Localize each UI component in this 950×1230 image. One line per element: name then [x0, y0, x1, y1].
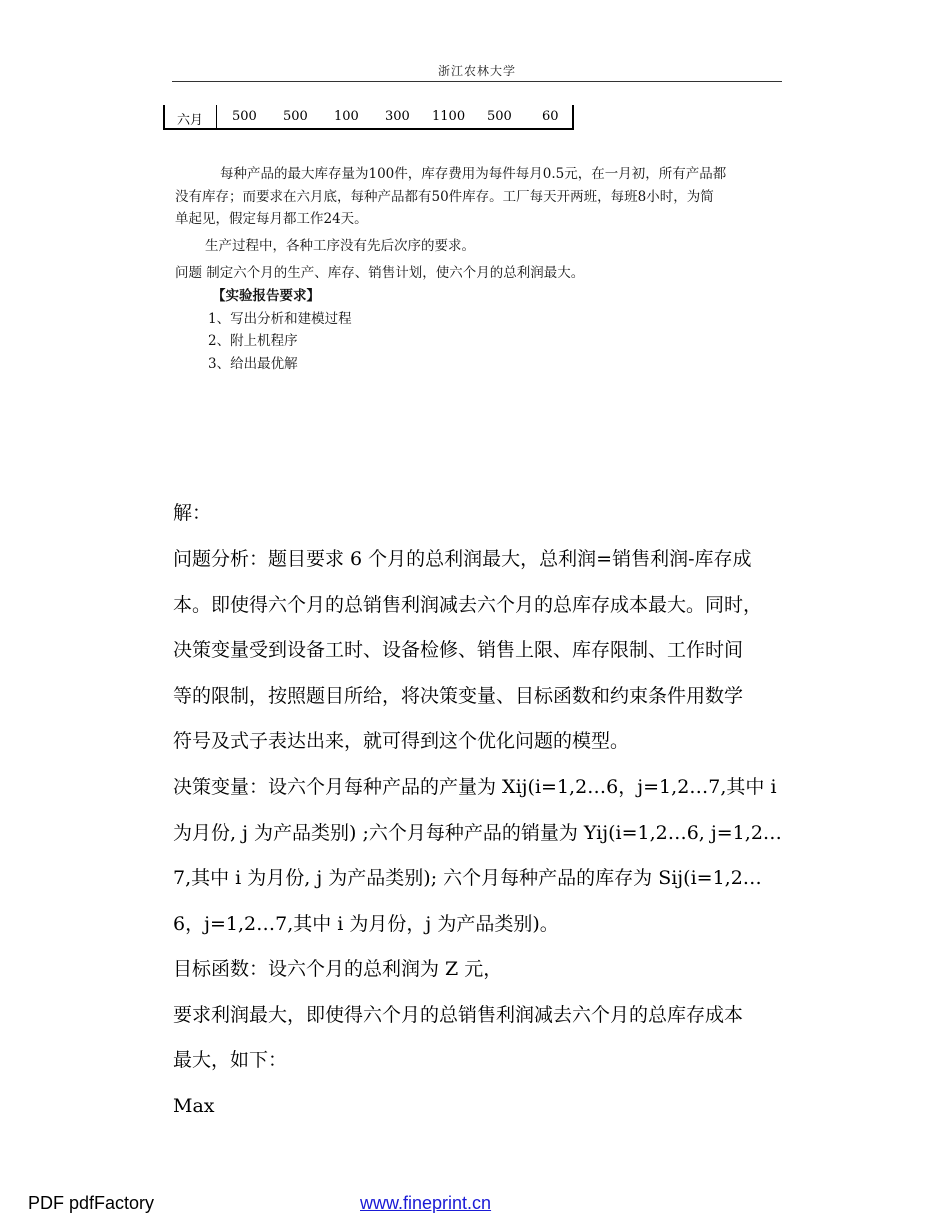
- table-cell: 100: [334, 109, 359, 124]
- footer-fineprint-link[interactable]: www.fineprint.cn: [360, 1193, 492, 1213]
- table-row-label: 六月: [177, 113, 204, 128]
- solution-line: 决策变量：设六个月每种产品的产量为 Xij(i=1,2…6，j=1,2…7,其中 i: [173, 776, 777, 798]
- report-requirement-item: 3、给出最优解: [208, 356, 298, 372]
- table-row: [163, 105, 574, 130]
- solution-line: 符号及式子表达出来，就可得到这个优化问题的模型。: [173, 730, 630, 752]
- problem-text-line: 没有库存；而要求在六月底，每种产品都有50件库存。工厂每天开两班，每班8小时，为简: [175, 189, 714, 205]
- solution-line: Max: [173, 1095, 215, 1117]
- solution-line: 问题分析：题目要求 6 个月的总利润最大，总利润=销售利润-库存成: [173, 548, 752, 570]
- solution-heading: 解：: [173, 502, 212, 524]
- problem-question: 问题 制定六个月的生产、库存、销售计划，使六个月的总利润最大。: [175, 265, 585, 281]
- table-cell: 500: [283, 109, 308, 124]
- solution-line: 最大，如下：: [173, 1049, 288, 1071]
- report-requirements-title: 【实验报告要求】: [212, 288, 320, 304]
- problem-text-line: 单起见，假定每月都工作24天。: [175, 211, 368, 227]
- report-requirement-item: 2、附上机程序: [208, 333, 298, 349]
- problem-text-line: 每种产品的最大库存量为100件，库存费用为每件每月0.5元，在一月初，所有产品都: [220, 166, 727, 182]
- solution-line: 要求利润最大，即使得六个月的总销售利润减去六个月的总库存成本: [173, 1004, 744, 1026]
- table-cell: 60: [542, 109, 559, 124]
- footer-pdffactory-label: PDF pdfFactory: [28, 1193, 155, 1213]
- table-cell: 300: [385, 109, 410, 124]
- report-requirement-item: 1、写出分析和建模过程: [208, 311, 352, 327]
- page-header-title: 浙江农林大学: [437, 64, 516, 78]
- solution-line: 决策变量受到设备工时、设备检修、销售上限、库存限制、工作时间: [173, 639, 744, 661]
- problem-text-line: 生产过程中，各种工序没有先后次序的要求。: [205, 238, 475, 254]
- table-cell: 1100: [432, 109, 466, 124]
- solution-line: 6，j=1,2…7,其中 i 为月份，j 为产品类别)。: [173, 913, 559, 935]
- header-divider: [172, 81, 782, 82]
- solution-line: 等的限制，按照题目所给，将决策变量、目标函数和约束条件用数学: [173, 685, 744, 707]
- table-column-divider: [216, 105, 217, 128]
- solution-line: 本。即使得六个月的总销售利润减去六个月的总库存成本最大。同时，: [173, 594, 763, 616]
- table-cell: 500: [232, 109, 257, 124]
- solution-line: 7,其中 i 为月份, j 为产品类别); 六个月每种产品的库存为 Sij(i=1,2…: [173, 867, 762, 889]
- solution-line: 目标函数：设六个月的总利润为 Z 元，: [173, 958, 503, 980]
- solution-line: 为月份, j 为产品类别) ;六个月每种产品的销量为 Yij(i=1,2…6, j=1,2…: [173, 822, 782, 844]
- table-cell: 500: [487, 109, 512, 124]
